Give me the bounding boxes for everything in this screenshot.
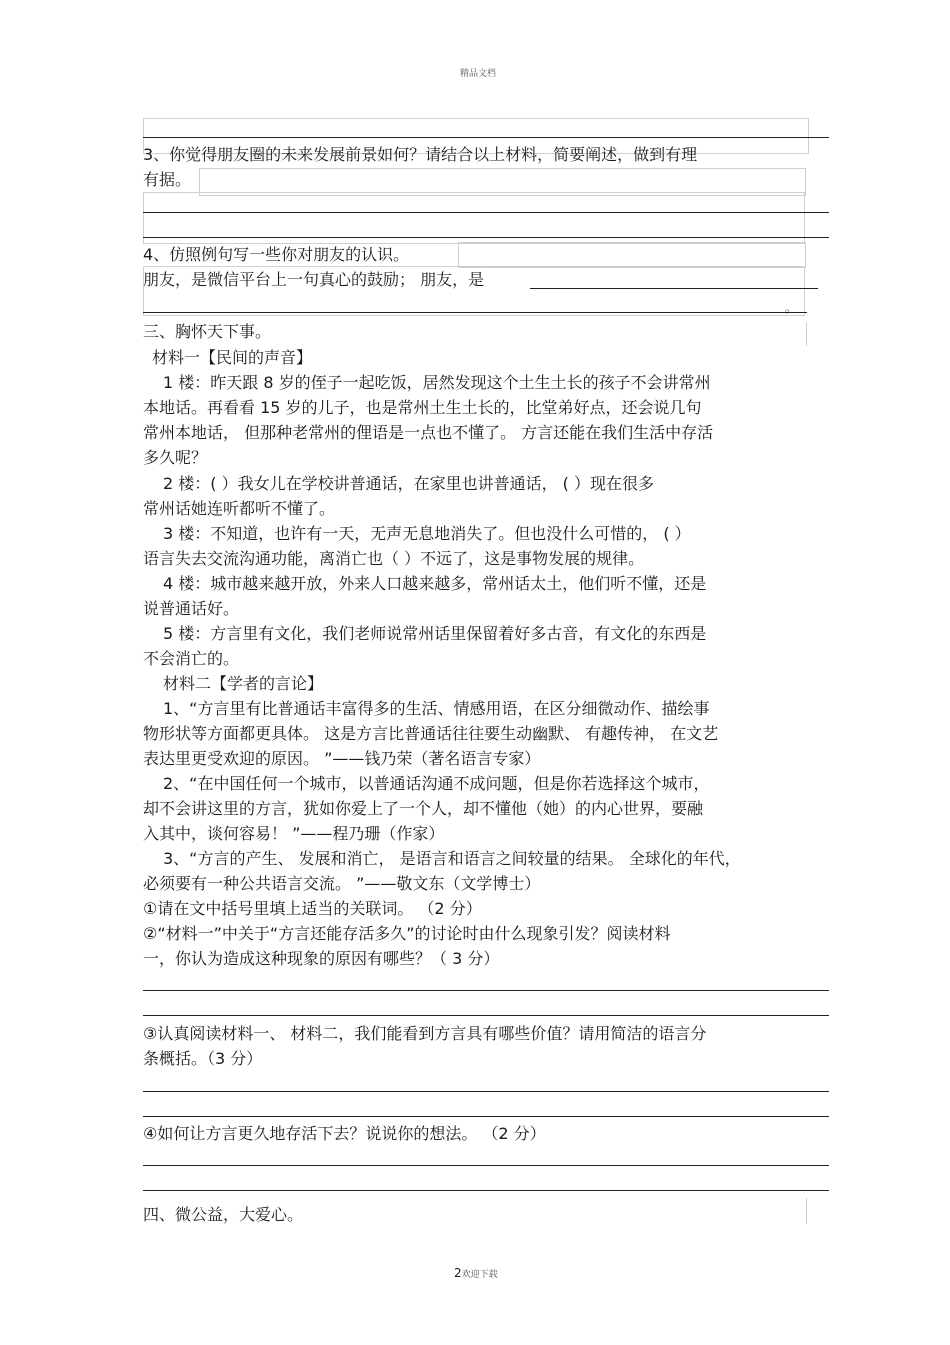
sub-question-2: ②“材料一”中关于“方言还能存活多久”的讨论时由什么现象引发？阅读材料 [143, 924, 671, 943]
question-3-text: 3、你觉得朋友圈的未来发展前景如何？请结合以上材料，简要阐述，做到有理 [143, 145, 698, 164]
floor-1-text: 本地话。再看看 15 岁的儿子，也是常州土生土长的，比堂弟好点，还会说几句 [143, 398, 702, 417]
quote-2-text: 2、“在中国任何一个城市，以普通话沟通不成问题，但是你若选择这个城市， [163, 774, 710, 793]
answer-line [143, 1091, 829, 1092]
page-footer [454, 1262, 498, 1281]
floor-1-text: 常州本地话， 但那种老常州的俚语是一点也不懂了。 方言还能在我们生活中存活 [143, 423, 714, 442]
answer-line [143, 1116, 829, 1117]
floor-4-text: 说普通话好。 [143, 599, 240, 618]
sub-question-1: ①请在文中括号里填上适当的关联词。 （2 分） [143, 899, 482, 918]
page-header: 精品文档 [460, 69, 497, 79]
section-4-title: 四、微公益，大爱心。 [143, 1205, 304, 1224]
floor-5-text: 5 楼：方言里有文化，我们老师说常州话里保留着好多古音，有文化的东西是 [163, 624, 707, 643]
page-number: 2 [454, 1266, 462, 1280]
answer-line [143, 137, 829, 138]
floor-1-text: 多久呢？ [143, 448, 208, 467]
quote-1-text: 物形状等方面都更具体。 这是方言比普通话往往要生动幽默、 有趣传神， 在文艺 [143, 724, 719, 743]
sub-question-4: ④如何让方言更久地存活下去？说说你的想法。 （2 分） [143, 1124, 546, 1143]
material-2-title: 材料二【学者的言论】 [163, 674, 324, 693]
answer-line [143, 237, 829, 238]
floor-2-text: 2 楼：( ）我女儿在学校讲普通话，在家里也讲普通话， ( ）现在很多 [163, 474, 655, 493]
material-1-title: 材料一【民间的声音】 [152, 348, 313, 367]
sub-question-3: ③认真阅读材料一、 材料二，我们能看到方言具有哪些价值？请用简洁的语言分 [143, 1024, 707, 1043]
question-4-title: 4、仿照例句写一些你对朋友的认识。 [143, 245, 410, 264]
scan-frame-edge [806, 322, 807, 346]
fill-blank-line [530, 288, 818, 289]
quote-1-text: 1、“方言里有比普通话丰富得多的生活、情感用语，在区分细微动作、描绘事 [163, 699, 710, 718]
floor-4-text: 4 楼：城市越来越开放，外来人口越来越多，常州话太土，他们听不懂，还是 [163, 574, 707, 593]
question-4-example: 朋友，是微信平台上一句真心的鼓励； 朋友，是 [143, 270, 485, 289]
quote-3-text: 必须要有一种公共语言交流。 ”——敬文东（文学博士） [143, 874, 541, 893]
answer-line [143, 312, 807, 313]
answer-line [143, 1015, 829, 1016]
footer-label: 欢迎下载 [461, 1270, 498, 1280]
floor-1-text: 1 楼：昨天跟 8 岁的侄子一起吃饭，居然发现这个土生土长的孩子不会讲常州 [163, 373, 711, 392]
floor-2-text: 常州话她连听都听不懂了。 [143, 499, 336, 518]
quote-1-text: 表达里更受欢迎的原因。 ”——钱乃荣（著名语言专家） [143, 749, 541, 768]
scan-frame [458, 242, 806, 268]
quote-3-text: 3、“方言的产生、 发展和消亡， 是语言和语言之间较量的结果。 全球化的年代， [163, 849, 741, 868]
answer-line [143, 212, 829, 213]
sub-question-3: 条概括。（3 分） [143, 1049, 263, 1068]
question-3-text: 有据。 [143, 170, 192, 189]
scan-frame-edge [806, 1198, 807, 1224]
floor-3-text: 3 楼：不知道，也许有一天，无声无息地消失了。但也没什么可惜的， ( ） [163, 524, 691, 543]
period-mark: 。 [785, 301, 798, 315]
answer-line [143, 1190, 829, 1191]
quote-2-text: 却不会讲这里的方言，犹如你爱上了一个人，却不懂他（她）的内心世界，要融 [143, 799, 704, 818]
answer-line [143, 990, 829, 991]
sub-question-2: 一，你认为造成这种现象的原因有哪些？（ 3 分） [143, 949, 500, 968]
floor-5-text: 不会消亡的。 [143, 649, 240, 668]
section-3-title: 三、胸怀天下事。 [143, 322, 272, 341]
quote-2-text: 入其中，谈何容易！ ”——程乃珊（作家） [143, 824, 445, 843]
floor-3-text: 语言失去交流沟通功能，离消亡也（ ）不远了，这是事物发展的规律。 [143, 549, 645, 568]
answer-line [143, 1165, 829, 1166]
